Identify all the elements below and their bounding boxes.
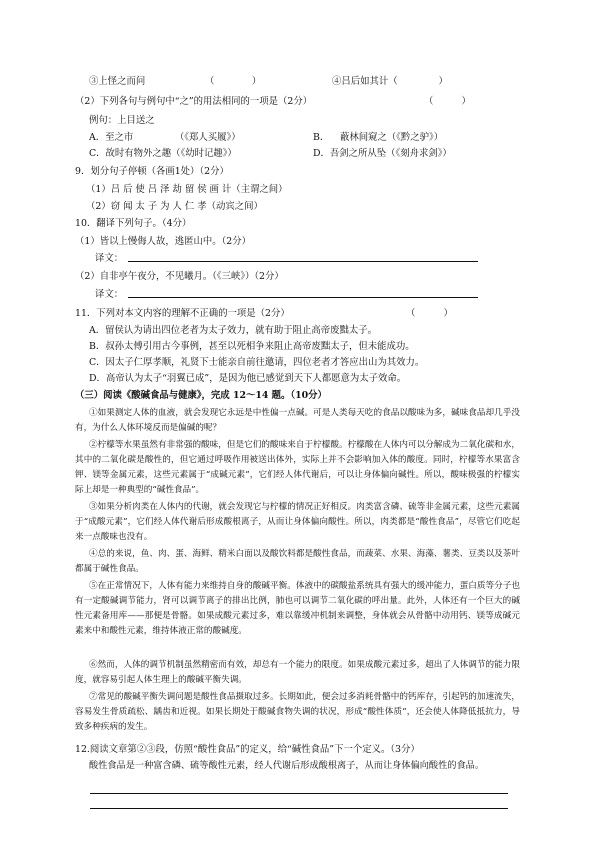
q9-item-2: （2）窃 闻 太 子 为 人 仁 孝（动宾之间） — [86, 201, 263, 212]
q11-stem: 11．下列对本文内容的理解不正确的一项是（2分） — [75, 308, 290, 319]
q12-stem: 12.阅读文章第②③段，仿照“酸性食品”的定义，给“碱性食品”下一个定义。（3分） — [75, 744, 420, 755]
q8-item-3: ③上怪之而问 — [89, 76, 146, 87]
q8-option-a: A．至之市 — [89, 132, 134, 143]
article-paragraph-6: ⑥然而，人体的调节机制虽然精密而有效，却总有一个能力的限度。如果成酸元素过多，超出了人体调节的能力限度，就容易引起人体生理上的酸碱平衡失调。 — [75, 660, 520, 685]
q12-answer-line-2[interactable] — [90, 799, 508, 809]
q10-stem: 10．翻译下列句子。（4分） — [75, 218, 192, 229]
q11-option-d: D．高帝认为太子“羽翼已成”，是因为他已感觉到天下人都愿意为太子效命。 — [89, 373, 407, 384]
q9-stem: 9．划分句子停顿（各画1处）（2分） — [75, 166, 229, 177]
q10-item-1: （1）皆以上慢侮人故，逃匿山中。（2分） — [75, 236, 251, 247]
q10-item-2: （2）自非亭午夜分，不见曦月。（《三峡》）（2分） — [75, 271, 284, 282]
q11-option-b: B．叔孙太傅引用古今事例，甚至以死相争来阻止高帝废黜太子，但未能成功。 — [89, 341, 415, 352]
q8-option-b: 蔽林间窥之（《黔之驴》） — [340, 132, 444, 143]
q10-item-1-answer-label: 译文： — [95, 253, 124, 264]
q10-item-2-answer-line[interactable] — [128, 288, 478, 298]
q8-item-4-answer-paren[interactable]: ） — [401, 76, 448, 87]
q10-item-1-answer-line[interactable] — [128, 252, 478, 262]
q8-part2-stem: （2）下列各句与例句中“之”的用法相同的一项是（2分） — [75, 96, 313, 107]
article-paragraph-7: ⑦常见的酸碱平衡失调问题是酸性食品摄取过多。长期如此，便会过多消耗骨骼中的钙库存，引起钙的加速流失，容易发生骨质疏松、龋齿和近视。如果长期处于酸碱食物失调的状况，形成“酸性体质”，还会使人体降低抵抗力，导致多种疾病的发生。 — [75, 692, 520, 732]
article-paragraph-2: ②柠檬等水果虽然有非常强的酸味，但是它们的酸味来自于柠檬酸。柠檬酸在人体内可以分解成为二氧化碳和水，其中的二氧化碳是酸性的，但它通过呼吸作用被送出体外，实际上并不会影响加入体的酸度。同时，柠檬等水果富含钾、镁等金属元素，这些元素属于“成碱元素”，它们经人体代谢后，可以让身体偏向碱性。所以，酸味极强的柠檬实际上却是一种典型的“碱性食品”。 — [75, 440, 520, 495]
q10-item-2-answer-label: 译文： — [95, 289, 124, 300]
q8-option-b-label: B． — [313, 132, 330, 143]
q11-option-c: C．因太子仁厚孝顺，礼贤下士能亲自前往邀请，四位老者才答应出山为其效力。 — [89, 357, 425, 368]
q12-answer-line-1[interactable] — [90, 784, 508, 794]
section3-title: （三）阅读《酸碱食品与健康》，完成 12～14 题。（10分） — [75, 390, 327, 401]
q8-item-3-answer-paren[interactable]: （ ） — [205, 76, 262, 87]
q8-example-sentence: 例句：上目送之 — [89, 115, 155, 126]
article-paragraph-3: ③如果分析肉类在人体内的代谢，就会发现它与柠檬的情况正好相反。肉类富含磷、硫等非金属元素，这些元素属于“成酸元素”，它们经人体代谢后形成酸根离子，从而让身体偏向酸性。所以，肉类都是“酸性食品”，尽管它们吃起来一点酸味也没有。 — [75, 502, 520, 542]
q8-part2-answer-paren[interactable]: （ ） — [424, 96, 471, 107]
article-paragraph-1: ①如果测定人体的血液，就会发现它永远是中性偏一点碱。可是人类每天吃的食品以酸味为多，碱味食品却几乎没有，为什么人体环境反而是偏碱的呢？ — [75, 408, 520, 433]
article-paragraph-5: ⑤在正常情况下，人体有能力来维持自身的酸碱平衡。体液中的碳酸盐系统具有强大的缓冲能力，蛋白质等分子也有一定酸碱调节能力，肾可以调节离子的排出比例，肺也可以调节二氧化碳的呼出量。此外，人体还有一个巨大的碱性元素备用库——那便是骨骼。如果成酸元素过多，难以靠缓冲机制来调整，身体就会从骨骼中动用钙、镁等成碱元素来中和酸性元素，维持体液正常的酸碱度。 — [75, 581, 520, 636]
q8-option-c: C．故时有物外之趣（《幼时记趣》） — [89, 148, 237, 159]
q8-item-4: ④吕后如其计（ — [332, 76, 398, 87]
q8-option-a-source: （《郑人买履》） — [175, 132, 241, 143]
q8-option-d: D．吾剑之所从坠（《刻舟求剑》） — [313, 148, 452, 159]
q12-given-definition: 酸性食品是一种富含磷、硫等酸性元素，经人代谢后形成酸根离子，从而让身体偏向酸性的食品。 — [89, 760, 485, 771]
article-paragraph-4: ④总的来说，鱼、肉、蛋、海鲜、精米白面以及酸饮料都是酸性食品，而蔬菜、水果、海藻、薯类、豆类以及茶叶都属于碱性食品。 — [75, 549, 520, 574]
q9-item-1: （1）吕 后 使 吕 泽 劫 留 侯 画 计（主谓之间） — [86, 184, 288, 195]
q11-option-a: A．留侯认为请出四位老者为太子效力，就有助于阻止高帝废黜太子。 — [89, 325, 378, 336]
q11-answer-paren[interactable]: （ ） — [406, 308, 453, 319]
